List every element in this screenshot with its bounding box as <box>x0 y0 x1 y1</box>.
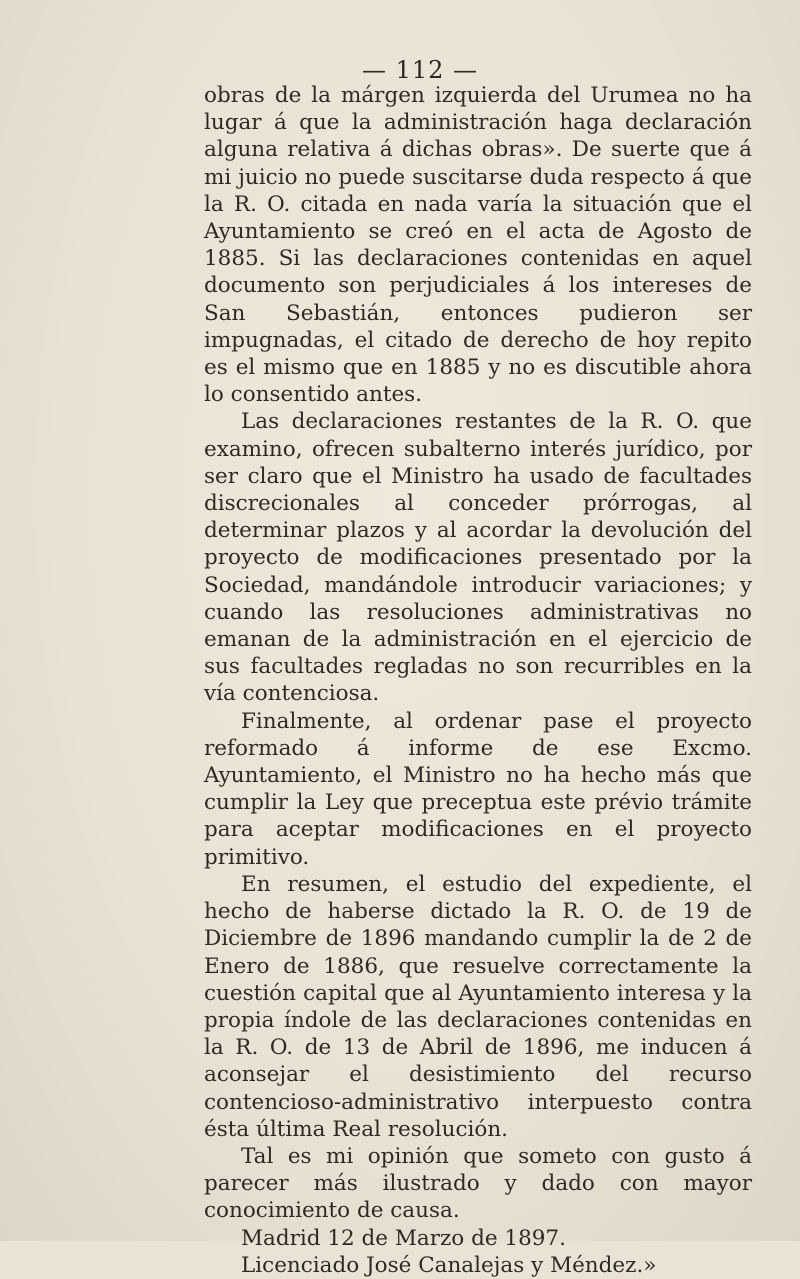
date-line: Madrid 12 de Marzo de 1897. <box>241 1225 566 1251</box>
paragraph-5: Tal es mi opinión que someto con gusto á parecer más ilustrado y dado con mayor conocimiento de causa. <box>204 1143 752 1224</box>
body-text <box>204 82 752 1279</box>
paragraph-2: Las declaraciones restantes de la R. O. que examino, ofrecen subalterno interés jurídico, por ser claro que el Ministro ha usado de facultades discrecionales al conceder prórrogas, al determinar plazos y al acordar la devolución del proyecto de modificaciones presentado por la Sociedad, mandándole introducir variaciones; y cuando las resoluciones administrativas no emanan de la administración en el ejercicio de sus facultades regladas no son recurribles en la vía contenciosa. <box>204 409 752 707</box>
page-number: — 112 — <box>361 56 479 84</box>
paragraph-1: obras de la márgen izquierda del Urumea no ha lugar á que la administración haga declaración alguna relativa á dichas obras». De suerte que á mi juicio no puede suscitarse duda respecto á que la R. O. citada en nada varía la situación que el Ayuntamiento se creó en el acta de Agosto de 1885. Si las declaraciones contenidas en aquel documento son perjudiciales á los intereses de San Sebastián, entonces pudieron ser impugnadas, el citado de derecho de hoy repito es el mismo que en 1885 y no es discutible ahora lo consentido antes. <box>204 83 752 408</box>
paragraph-4: En resumen, el estudio del expediente, el hecho de haberse dictado la R. O. de 19 de Diciembre de 1896 mandando cumplir la de 2 de Enero de 1886, que resuelve correctamente la cuestión capital que al Ayuntamiento interesa y la propia índole de las declaraciones contenidas en la R. O. de 13 de Abril de 1896, me inducen á aconsejar el desistimiento del recurso contencioso-administrativo interpuesto contra ésta última Real resolución. <box>204 871 752 1142</box>
paragraph-3: Finalmente, al ordenar pase el proyecto reformado á informe de ese Excmo. Ayuntamiento, el Ministro no ha hecho más que cumplir la Ley que preceptua este prévio trámite para aceptar modificaciones en el proyecto primitivo. <box>204 708 752 870</box>
signature: Licenciado José Canalejas y Méndez.» <box>241 1252 657 1278</box>
